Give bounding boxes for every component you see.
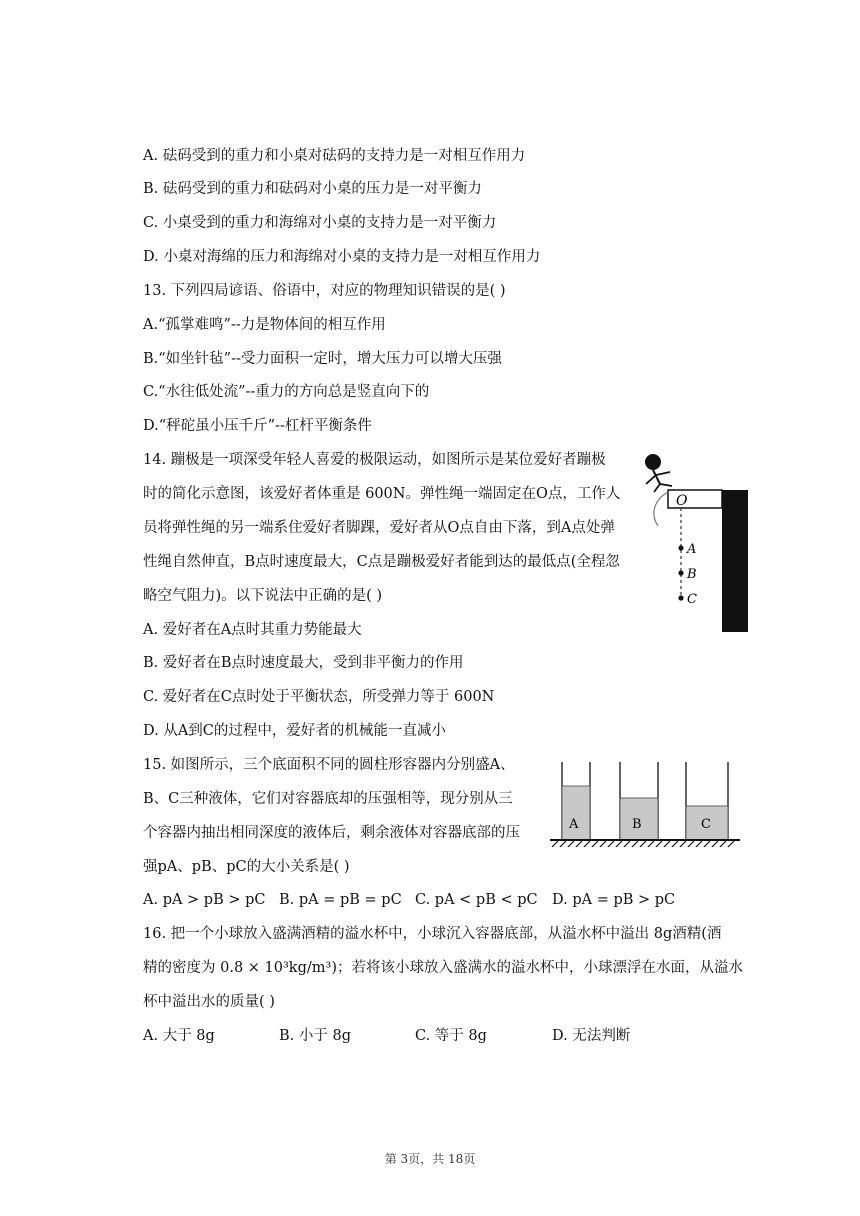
q16-stem-line3: 杯中溢出水的质量( )	[143, 994, 275, 1010]
point-a-label: A	[687, 542, 697, 557]
q12-option-c: C. 小桌受到的重力和海绵对小桌的支持力是一对平衡力	[143, 215, 497, 231]
q13-option-d: D.“秤砣虽小压千斤”--杠杆平衡条件	[143, 418, 372, 434]
q14-option-c: C. 爱好者在C点时处于平衡状态，所受弹力等于 600N	[143, 689, 495, 705]
q13-option-b: B.“如坐针毡”--受力面积一定时，增大压力可以增大压强	[143, 351, 502, 367]
container-b-label: B	[632, 817, 642, 832]
point-o-label: O	[676, 493, 688, 509]
q13-stem: 13. 下列四局谚语、俗语中，对应的物理知识错误的是( )	[143, 283, 506, 299]
q14-option-a: A. 爱好者在A点时其重力势能最大	[143, 622, 362, 638]
q16-stem-line1: 16. 把一个小球放入盛满酒精的溢水杯中，小球沉入容器底部，从溢水杯中溢出 8g酒精(酒	[143, 926, 722, 942]
q15-stem-line2: B、C三种液体，它们对容器底却的压强相等，现分别从三	[143, 791, 513, 807]
q14-stem-line5: 略空气阻力)。以下说法中正确的是( )	[143, 588, 383, 604]
q15-stem-line3: 个容器内抽出相同深度的液体后，剩余液体对容器底部的压	[143, 825, 520, 841]
q15-option-b: B. pA = pB = pC	[279, 892, 402, 908]
container-a-label: A	[569, 817, 579, 832]
q15-options	[143, 890, 675, 910]
bungee-figure	[636, 448, 754, 634]
q12-option-a: A. 砝码受到的重力和小桌对砝码的支持力是一对相互作用力	[143, 148, 526, 164]
q14-stem-line4: 性绳自然伸直，B点时速度最大，C点是蹦极爱好者能到达的最低点(全程忽	[143, 554, 620, 570]
q14-stem-line1: 14. 蹦极是一项深受年轻人喜爱的极限运动，如图所示是某位爱好者蹦极	[143, 452, 606, 468]
q12-option-b: B. 砝码受到的重力和砝码对小桌的压力是一对平衡力	[143, 181, 482, 197]
q16-option-a: A. 大于 8g	[143, 1028, 215, 1044]
q15-stem-line1: 15. 如图所示，三个底面积不同的圆柱形容器内分别盛A、	[143, 757, 515, 773]
q14-stem-line2: 时的简化示意图，该爱好者体重是 600N。弹性绳一端固定在O点，工作人	[143, 486, 621, 502]
q12-option-d: D. 小桌对海绵的压力和海绵对小桌的支持力是一对相互作用力	[143, 249, 541, 265]
q15-stem-line4: 强pA、pB、pC的大小关系是( )	[143, 859, 350, 875]
q15-option-d: D. pA = pB > pC	[552, 892, 676, 908]
containers-figure	[546, 758, 742, 850]
q13-option-c: C.“水往低处流”--重力的方向总是竖直向下的	[143, 384, 430, 400]
q15-option-a: A. pA > pB > pC	[143, 892, 266, 908]
q16-stem-line2: 精的密度为 0.8 × 10³kg/m³)；若将该小球放入盛满水的溢水杯中，小球漂浮在水面，从溢水	[143, 960, 743, 976]
container-c-label: C	[701, 817, 711, 832]
point-c-label: C	[687, 592, 697, 607]
q14-option-d: D. 从A到C的过程中，爱好者的机械能一直减小	[143, 723, 446, 739]
q16-option-c: C. 等于 8g	[415, 1028, 487, 1044]
q16-options	[143, 1026, 630, 1046]
point-b-label: B	[687, 567, 697, 582]
q14-stem-line3: 员将弹性绳的另一端系住爱好者脚踝，爱好者从O点自由下落，到A点处弹	[143, 520, 615, 536]
q16-option-d: D. 无法判断	[552, 1028, 631, 1044]
q13-option-a: A.“孤掌难鸣”--力是物体间的相互作用	[143, 317, 386, 333]
q15-option-c: C. pA < pB < pC	[415, 892, 538, 908]
page-footer: 第 3页，共 18页	[384, 1152, 476, 1166]
q14-option-b: B. 爱好者在B点时速度最大，受到非平衡力的作用	[143, 655, 464, 671]
q16-option-b: B. 小于 8g	[279, 1028, 351, 1044]
